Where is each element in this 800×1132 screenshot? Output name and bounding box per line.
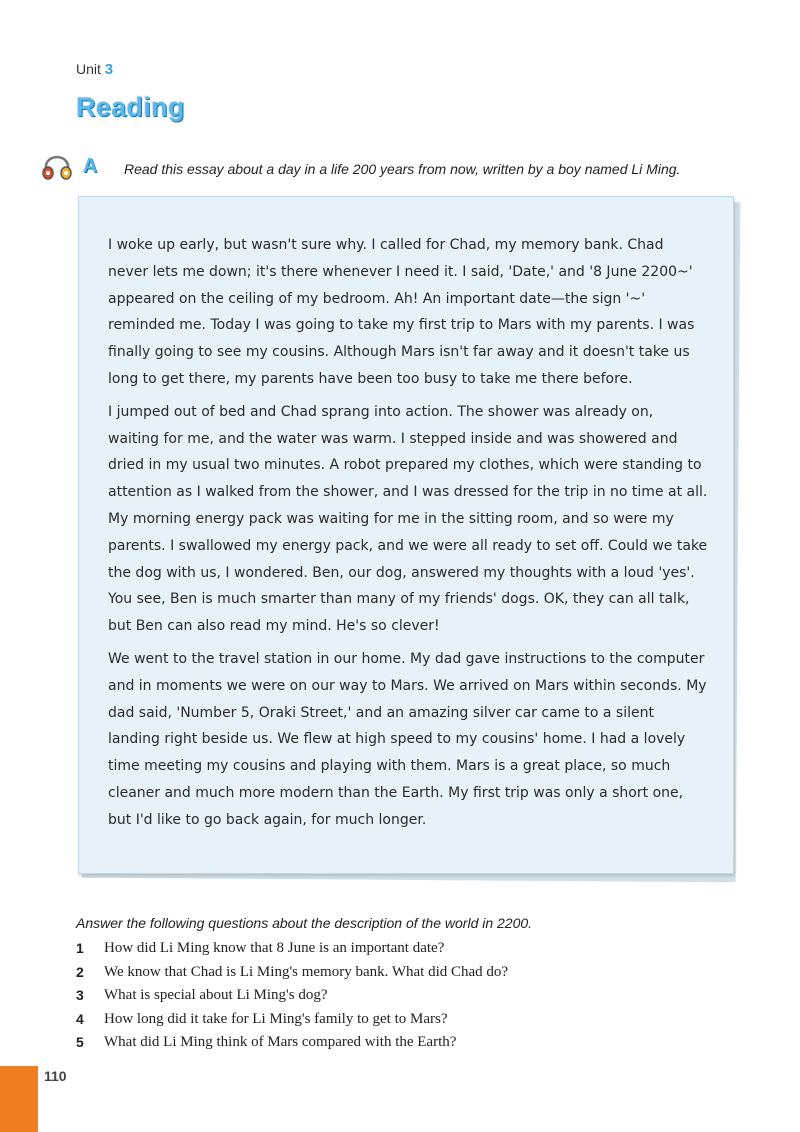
- question-number: 3: [76, 987, 84, 1003]
- unit-label: [76, 61, 113, 78]
- question-text: We know that Chad is Li Ming's memory bank. What did Chad do?: [104, 963, 509, 980]
- question-item: [76, 1034, 756, 1058]
- question-text: How long did it take for Li Ming's family to get to Mars?: [104, 1010, 448, 1027]
- question-list: [76, 940, 756, 1058]
- page-number: 110: [44, 1068, 67, 1084]
- question-item: [76, 964, 756, 988]
- unit-prefix: Unit: [76, 61, 101, 77]
- headphones-icon[interactable]: [40, 152, 74, 182]
- question-number: 5: [76, 1034, 84, 1050]
- questions-intro: Answer the following questions about the description of the world in 2200.: [76, 915, 533, 931]
- question-number: 1: [76, 940, 84, 956]
- section-title: Reading: [76, 92, 185, 122]
- question-item: [76, 940, 756, 964]
- essay-paragraph: We went to the travel station in our home. My dad gave instructions to the computer and in moments we were on our way to Mars. We arrived on Mars within seconds. My dad said, 'Number 5, Oraki Street,' and an amazing silver car came to a silent landing right beside us. We flew at high speed to my cousins' home. I had a lovely time meeting my cousins and playing with them. Mars is a great place, so much cleaner and much more modern than the Earth. My first trip was only a short one, but I'd like to go back again, for much longer.: [108, 650, 707, 828]
- question-text: What is special about Li Ming's dog?: [104, 987, 328, 1003]
- question-item: [76, 1011, 756, 1035]
- essay-paragraph: I woke up early, but wasn't sure why. I called for Chad, my memory bank. Chad never lets me down; it's there whenever I need it. I said, 'Date,' and '8 June 2200~' appeared on the ceiling of my bedroom. Ah! An important date—the sign '~' reminded me. Today I was going to take my first trip to Mars with my parents. I was finally going to see my cousins. Although Mars isn't far away and it doesn't take us long to get there, my parents have been too busy to take me there before.: [108, 237, 695, 387]
- exercise-badge: A: [82, 155, 98, 177]
- essay-text: [108, 232, 708, 840]
- question-text: How did Li Ming know that 8 June is an important date?: [104, 940, 445, 956]
- essay-paragraph: I jumped out of bed and Chad sprang into action. The shower was already on, waiting for me, and the water was warm. I stepped inside and was showered and dried in my usual two minutes. A robot prepared my clothes, which were standing to attention as I walked from the shower, and I was dressed for the trip in no time at all. My morning energy pack was waiting for me in the sitting room, and so were my parents. I swallowed my energy pack, and we were all ready to set off. Could we take the dog with us, I wondered. Ben, our dog, answered my thoughts with a loud 'yes'. You see, Ben is much smarter than many of my friends' dogs. OK, they can all talk, but Ben can also read my mind. He's so clever!: [108, 403, 708, 635]
- question-item: [76, 987, 756, 1011]
- question-number: 4: [76, 1010, 84, 1027]
- question-number: 2: [76, 963, 84, 980]
- task-instruction: Read this essay about a day in a life 200 years from now, written by a boy named Li Ming.: [124, 161, 681, 177]
- question-text: What did Li Ming think of Mars compared with the Earth?: [104, 1034, 457, 1050]
- unit-number: 3: [104, 61, 114, 78]
- page-edge-tab: [0, 1066, 38, 1132]
